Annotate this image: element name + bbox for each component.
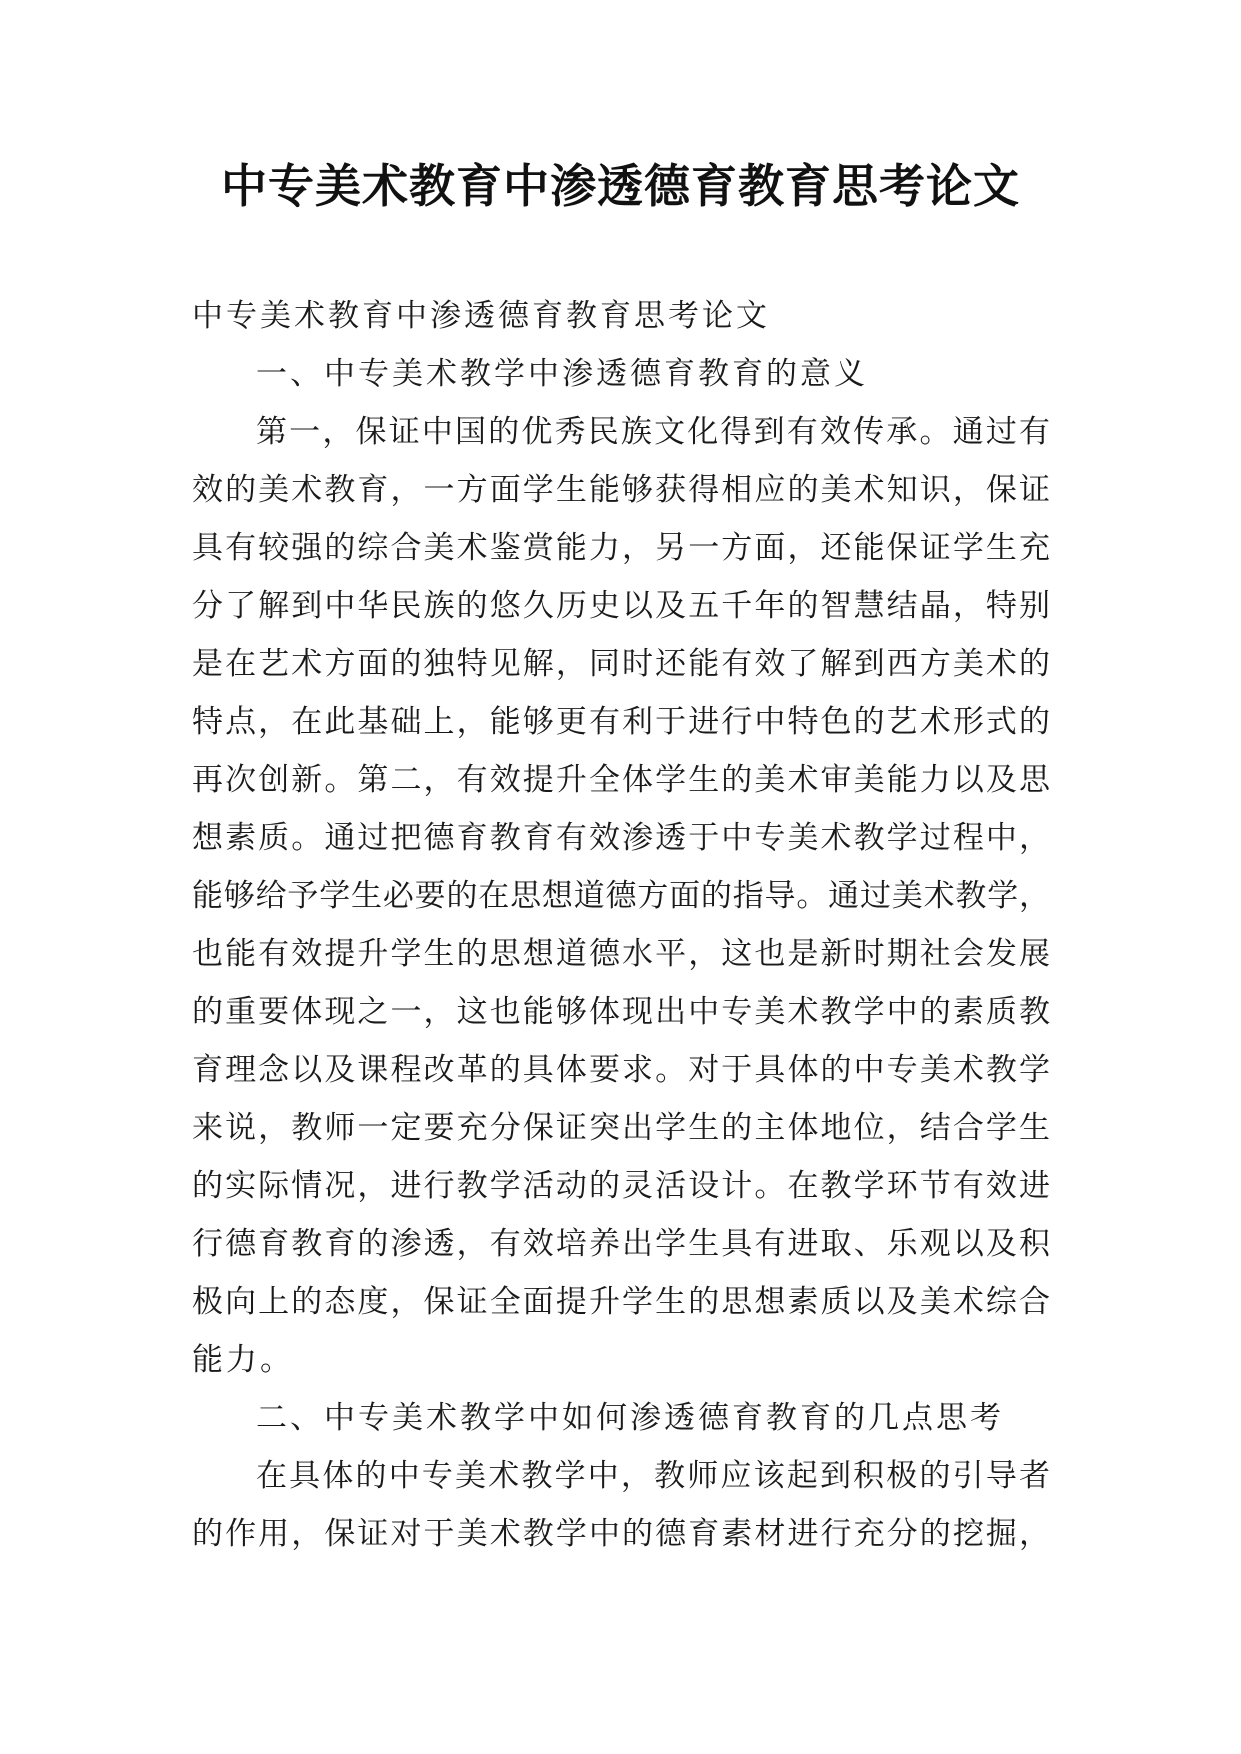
paragraph-line: 也能有效提升学生的思想道德水平，这也是新时期社会发展 xyxy=(192,936,1050,972)
paragraph-line: 来说，教师一定要充分保证突出学生的主体地位，结合学生 xyxy=(192,1110,1050,1146)
paragraph-line: 想素质。通过把德育教育有效渗透于中专美术教学过程中， xyxy=(192,820,1050,856)
paragraph-line: 在具体的中专美术教学中，教师应该起到积极的引导者 xyxy=(256,1458,1050,1494)
paragraph-line: 第一，保证中国的优秀民族文化得到有效传承。通过有 xyxy=(256,414,1050,450)
document-body xyxy=(192,287,1050,1563)
paragraph-line: 极向上的态度，保证全面提升学生的思想素质以及美术综合 xyxy=(192,1284,1050,1320)
subtitle-line: 中专美术教育中渗透德育教育思考论文 xyxy=(192,298,770,334)
paragraph-line: 是在艺术方面的独特见解，同时还能有效了解到西方美术的 xyxy=(192,646,1050,682)
paragraph-line: 育理念以及课程改革的具体要求。对于具体的中专美术教学 xyxy=(192,1052,1050,1088)
paragraph-line: 的重要体现之一，这也能够体现出中专美术教学中的素质教 xyxy=(192,994,1050,1030)
paragraph-line: 再次创新。第二，有效提升全体学生的美术审美能力以及思 xyxy=(192,762,1050,798)
section-heading-2: 二、中专美术教学中如何渗透德育教育的几点思考 xyxy=(256,1400,1004,1436)
paragraph-line: 具有较强的综合美术鉴赏能力，另一方面，还能保证学生充 xyxy=(192,530,1050,566)
section-heading-1: 一、中专美术教学中渗透德育教育的意义 xyxy=(256,356,868,392)
paragraph-line: 能力。 xyxy=(192,1342,294,1378)
paragraph-line: 的实际情况，进行教学活动的灵活设计。在教学环节有效进 xyxy=(192,1168,1050,1204)
paragraph-line: 能够给予学生必要的在思想道德方面的指导。通过美术教学， xyxy=(192,878,1050,914)
paragraph-line: 分了解到中华民族的悠久历史以及五千年的智慧结晶，特别 xyxy=(192,588,1050,624)
paragraph-line: 效的美术教育，一方面学生能够获得相应的美术知识，保证 xyxy=(192,472,1050,508)
paragraph-line: 特点，在此基础上，能够更有利于进行中特色的艺术形式的 xyxy=(192,704,1050,740)
paragraph-line: 的作用，保证对于美术教学中的德育素材进行充分的挖掘， xyxy=(192,1516,1050,1552)
paragraph-line: 行德育教育的渗透，有效培养出学生具有进取、乐观以及积 xyxy=(192,1226,1050,1262)
document-title: 中专美术教育中渗透德育教育思考论文 xyxy=(221,159,1020,213)
